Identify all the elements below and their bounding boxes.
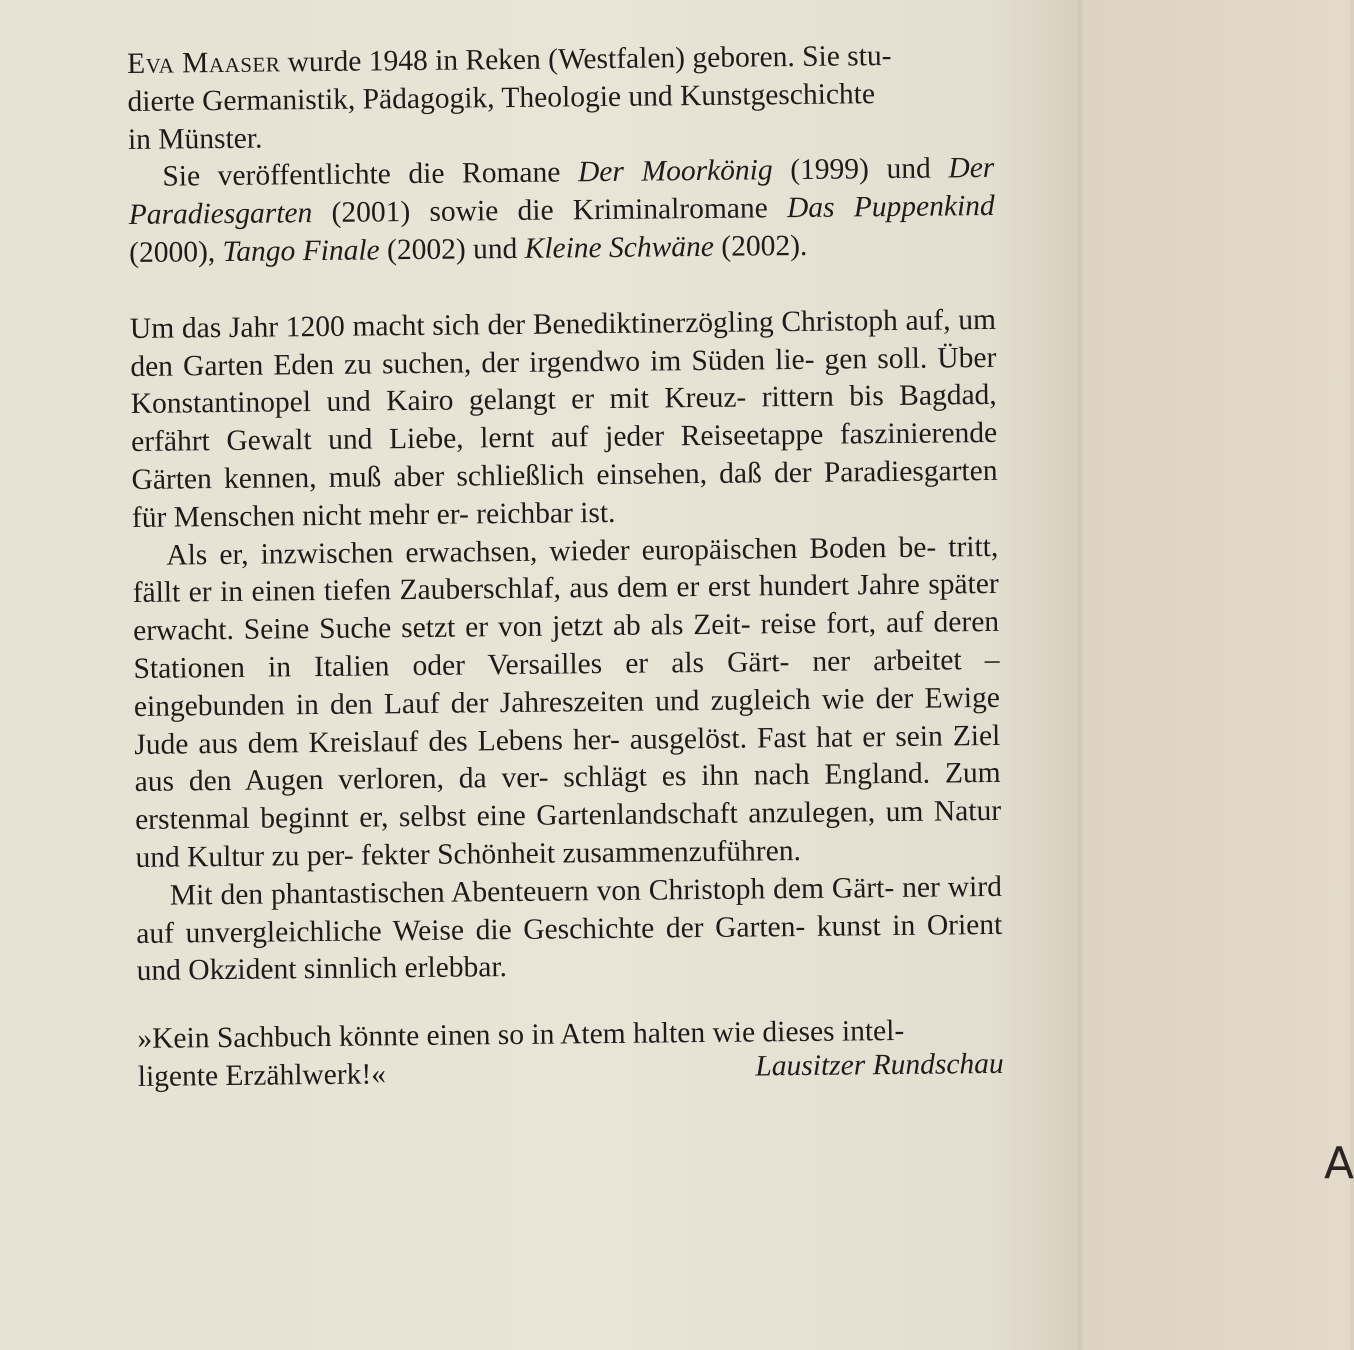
review-source: Lausitzer Rundschau (755, 1048, 1004, 1083)
author-name: Eva Maaser (127, 46, 281, 80)
quote-line-1: »Kein Sachbuch könnte einen so in Atem halten wie dieses intel- (137, 1015, 905, 1056)
page-edge (1078, 0, 1086, 1350)
blurb-paragraph-1: Um das Jahr 1200 macht sich der Benediktinerzögling Christoph auf, um den Garten Eden zu suchen, der irgendwo im Süden lie- gen soll. Über Konstantinopel und Kairo gelangt er mit Kreuz- rittern bis Bagdad, erfährt Gewalt und Liebe, lernt auf jeder Reiseetappe faszinierende Gärten kennen, muß aber schließlich einsehen, daß der Paradiesgarten für Menschen nicht mehr er- reichbar ist. (129, 303, 998, 534)
book-title: Der Paradiesgarten (128, 152, 995, 232)
back-page (1086, 0, 1350, 1350)
author-works: Sie veröffentlichte die Romane Der Moorkönig (1999) und Der Paradiesgarten (2001) sowie die Kriminalromane Das Puppenkind (2000), Tango Finale (2002) und Kleine Schwäne (2002). (128, 152, 995, 269)
blurb-paragraph-2: Als er, inzwischen erwachsen, wieder europäischen Boden be- tritt, fällt er in einen tiefen Zauberschlaf, aus dem er erst hundert Jahre später erwacht. Seine Suche setzt er von jetzt ab als Zeit- reise fort, auf deren Stationen in Italien oder Versailles er als Gärt- ner arbeitet – eingebunden in den Lauf der Jahreszeiten und zugleich wie der Ewige Jude aus dem Kreislauf des Lebens her- ausgelöst. Fast hat er sein Ziel aus den Augen verloren, da ver- schlägt es ihn nach England. Zum erstenmal beginnt er, selbst eine Gartenlandschaft anzulegen, um Natur und Kultur zu per- fekter Schönheit zusammenzuführen. (132, 530, 1002, 874)
blurb-paragraph-3: Mit den phantastischen Abenteuern von Christoph dem Gärt- ner wird auf unvergleichliche Weise die Geschichte der Garten- kunst in Orient und Okzident sinnlich erlebbar. (136, 870, 1003, 988)
side-page-letter: A (1324, 1138, 1354, 1189)
book-title: Der Moorkönig (577, 154, 773, 189)
quote-line-2: ligente Erzählwerk!« (137, 1058, 387, 1093)
page-text (127, 37, 1004, 1097)
book-title: Tango Finale (222, 234, 380, 268)
book-title: Das Puppenkind (786, 190, 995, 225)
author-bio: Eva Maaser wurde 1948 in Reken (Westfalen) geboren. Sie stu- dierte Germanistik, Pädagogik, Theologie und Kunstgeschichte in Münster. (127, 39, 892, 156)
review-quote (137, 1012, 1004, 1097)
book-title: Kleine Schwäne (524, 230, 715, 265)
